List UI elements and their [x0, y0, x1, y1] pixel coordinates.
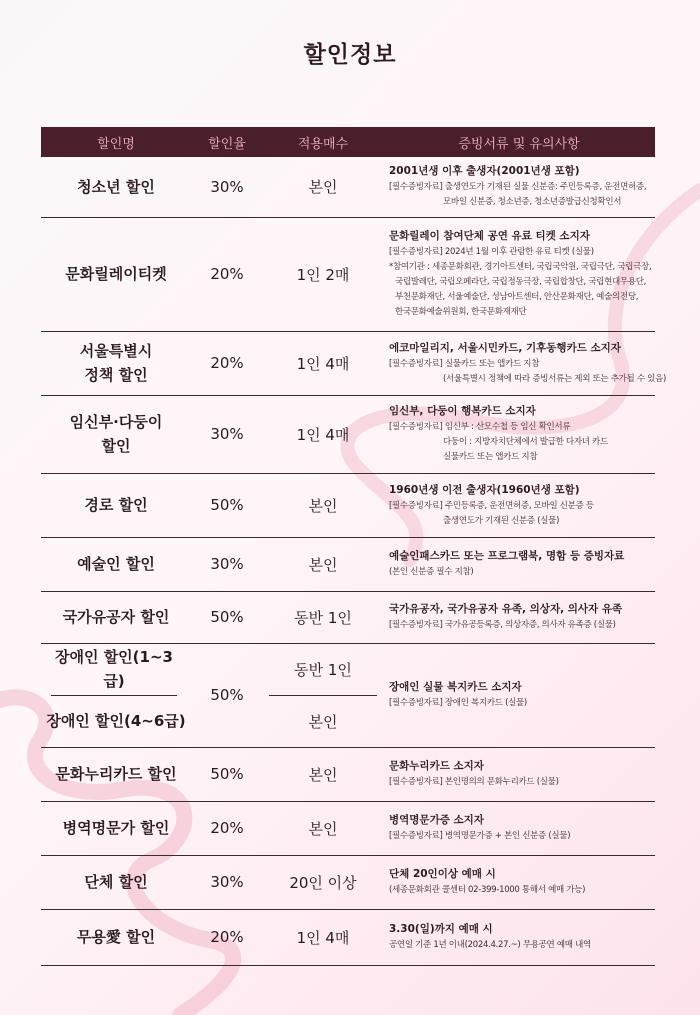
ticket-count: 본인	[263, 473, 383, 537]
note-title: 병역명문가증 소지자	[389, 814, 484, 826]
discount-name-line: 임신부·다둥이	[69, 413, 163, 431]
ticket-count: 1인 4매	[263, 909, 383, 965]
discount-notes	[383, 855, 655, 909]
note-title: 단체 20인이상 예매 시	[389, 868, 496, 880]
note-title: 국가유공자, 국가유공자 유족, 의상자, 의사자 유족	[389, 603, 623, 615]
note-line: [필수증빙자료] 병역명문가증 + 본인 신분증 (실물)	[389, 831, 571, 841]
table-row	[41, 909, 655, 965]
discount-name	[41, 473, 191, 537]
table-row	[41, 395, 655, 473]
note-line: [필수증빙자료] 국가유공등록증, 의상자증, 의사자 유족증 (실물)	[389, 620, 616, 630]
discount-notes	[383, 473, 655, 537]
ticket-count	[263, 643, 383, 747]
ticket-count: 1인 4매	[263, 395, 383, 473]
discount-rate: 30%	[191, 157, 263, 217]
table-row	[41, 473, 655, 537]
discount-notes	[383, 157, 655, 217]
note-line: [필수증빙자료] 출생연도가 기재된 실물 신분증: 주민등록증, 운전면허증,	[389, 182, 647, 193]
note-line: (세종문화회관 콜센터 02-399-1000 통해서 예매 가능)	[389, 885, 586, 895]
table-row	[41, 591, 655, 643]
discount-name	[41, 157, 191, 217]
discount-name-line: 문화누리카드 할인	[55, 765, 177, 783]
note-line: [필수증빙자료] 2024년 1월 이후 관람한 유료 티켓 (실물)	[389, 247, 594, 257]
table-row	[41, 747, 655, 801]
note-title: 문화릴레이 참여단체 공연 유료 티켓 소지자	[389, 230, 590, 242]
discount-name-line: 서울특별시	[79, 342, 153, 360]
ticket-count-line: 동반 1인	[269, 644, 377, 696]
table-header-row	[41, 127, 655, 157]
discount-rate: 30%	[191, 537, 263, 591]
ticket-count: 본인	[263, 747, 383, 801]
discount-name-line: 할인	[101, 437, 131, 455]
note-line: 부천문화재단, 서울예술단, 성남아트센터, 안산문화재단, 예술의전당,	[395, 292, 639, 302]
discount-notes	[383, 801, 655, 855]
discount-rate: 20%	[191, 909, 263, 965]
discount-notes	[383, 909, 655, 965]
discount-rate: 30%	[191, 395, 263, 473]
ticket-count: 본인	[263, 537, 383, 591]
discount-name	[41, 217, 191, 331]
note-line: (본인 신분증 필수 지참)	[389, 567, 474, 577]
discount-name	[41, 537, 191, 591]
ticket-count: 20인 이상	[263, 855, 383, 909]
discount-name	[41, 331, 191, 395]
discount-name	[41, 747, 191, 801]
note-line: 실물카드 또는 앱카드 지참	[443, 452, 538, 462]
ticket-count: 1인 4매	[263, 331, 383, 395]
discount-name	[41, 395, 191, 473]
discount-rate: 50%	[191, 591, 263, 643]
note-line: 다둥이 : 지방자치단체에서 발급한 다자녀 카드	[443, 437, 608, 447]
ticket-count: 본인	[263, 801, 383, 855]
note-line: 모바일 신분증, 청소년증, 청소년증발급신청확인서	[443, 197, 622, 208]
discount-notes	[383, 591, 655, 643]
note-line: [필수증빙자료] 본인명의의 문화누리카드 (실물)	[389, 777, 559, 787]
note-title: 3.30(일)까지 예매 시	[389, 923, 493, 935]
discount-notes	[383, 747, 655, 801]
discount-notes	[383, 331, 667, 395]
note-line: 한국문화예술위원회, 한국문화재재단	[395, 307, 527, 317]
discount-rate: 50%	[191, 643, 263, 747]
note-title: 2001년생 이후 출생자(2001년생 포함)	[389, 165, 580, 178]
discount-name-line: 경로 할인	[84, 496, 148, 514]
table-row	[41, 217, 655, 331]
discount-name	[41, 643, 191, 747]
header-discount-rate: 할인율	[191, 127, 263, 157]
discount-rate: 20%	[191, 331, 263, 395]
note-title: 에코마일리지, 서울시민카드, 기후동행카드 소지자	[389, 341, 621, 354]
discount-name-line: 정책 할인	[84, 366, 148, 384]
note-title: 예술인패스카드 또는 프로그램북, 명함 등 증빙자료	[389, 550, 625, 562]
table-row	[41, 537, 655, 591]
table-row	[41, 801, 655, 855]
discount-name-line: 장애인 할인(1~3급)	[51, 644, 177, 696]
note-line: [필수증빙자료] 장애인 복지카드 (실물)	[389, 698, 527, 708]
note-line: 국립발레단, 국립오페라단, 국립정동극장, 국립합창단, 국립현대무용단,	[395, 277, 647, 287]
discount-name-line: 국가유공자 할인	[62, 608, 170, 626]
discount-notes	[383, 217, 655, 331]
discount-name	[41, 801, 191, 855]
note-line: [필수증빙자료] 주민등록증, 운전면허증, 모바일 신분증 등	[389, 500, 594, 511]
note-title: 임신부, 다둥이 행복카드 소지자	[389, 405, 536, 417]
discount-rate: 50%	[191, 747, 263, 801]
table-row	[41, 643, 655, 747]
discount-rate: 20%	[191, 217, 263, 331]
ticket-count: 1인 2매	[263, 217, 383, 331]
note-line: *참여기관 : 세종문화회관, 경기아트센터, 국립국악원, 국립극단, 국립극장,	[389, 262, 652, 272]
header-discount-name: 할인명	[41, 127, 191, 157]
ticket-count-line: 본인	[308, 712, 338, 731]
table-row	[41, 157, 655, 217]
note-title: 문화누리카드 소지자	[389, 760, 484, 772]
note-line: 출생연도가 기재된 신분증 (실물)	[443, 515, 560, 526]
discount-name-line: 무용愛 할인	[76, 928, 156, 946]
discount-notes	[383, 537, 655, 591]
discount-name-line: 문화릴레이티켓	[65, 265, 167, 283]
discount-notes	[383, 643, 655, 747]
discount-rate: 30%	[191, 855, 263, 909]
note-title: 장애인 실물 복지카드 소지자	[389, 681, 522, 693]
note-line: 공연일 기준 1년 이내(2024.4.27.~) 무용공연 예매 내역	[389, 940, 591, 950]
discount-name-line: 단체 할인	[84, 873, 148, 891]
discount-name	[41, 855, 191, 909]
discount-name	[41, 591, 191, 643]
table-row	[41, 331, 655, 395]
discount-rate: 20%	[191, 801, 263, 855]
discount-notes	[383, 395, 655, 473]
table-row	[41, 855, 655, 909]
ticket-count: 본인	[263, 157, 383, 217]
discount-table	[41, 127, 667, 966]
page-title: 할인정보	[303, 42, 397, 68]
discount-name	[41, 909, 191, 965]
note-line: [필수증빙자료] 임신부 : 산모수첩 등 임신 확인서류	[389, 422, 571, 432]
discount-name-line: 병역명문가 할인	[62, 819, 170, 837]
discount-rate: 50%	[191, 473, 263, 537]
note-title: 1960년생 이전 출생자(1960년생 포함)	[389, 483, 580, 496]
ticket-count: 동반 1인	[263, 591, 383, 643]
header-documents-notes: 증빙서류 및 유의사항	[383, 127, 655, 157]
discount-name-line: 예술인 할인	[77, 555, 155, 573]
note-line: [필수증빙자료] 실물카드 또는 앱카드 지참	[389, 358, 540, 369]
discount-name-line: 장애인 할인(4~6급)	[46, 712, 186, 730]
header-ticket-count: 적용매수	[263, 127, 383, 157]
note-line: (서울특별시 정책에 따라 증빙서류는 제외 또는 추가될 수 있음)	[443, 373, 667, 384]
discount-name-line: 청소년 할인	[77, 177, 155, 196]
